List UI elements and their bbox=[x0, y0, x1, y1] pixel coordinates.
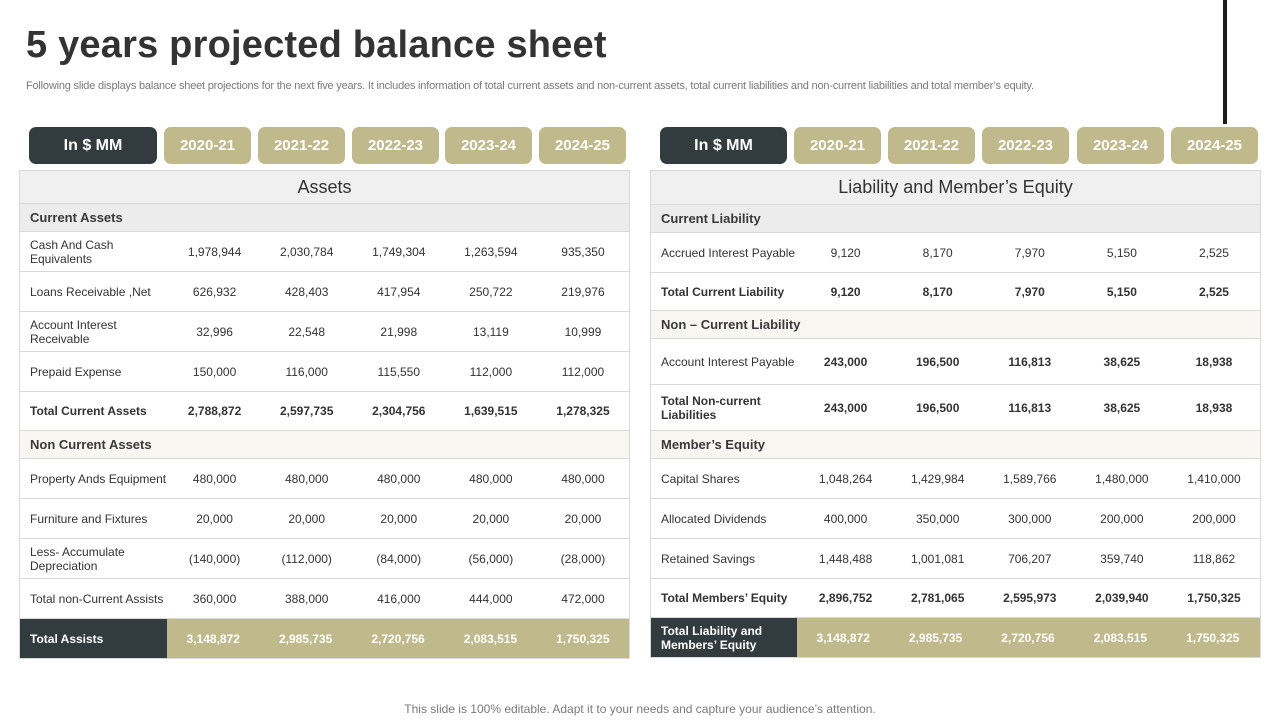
year-pill: 2024-25 bbox=[1171, 127, 1258, 164]
row-label: Prepaid Expense bbox=[30, 364, 122, 379]
table-row bbox=[651, 339, 1260, 385]
cell-value: 300,000 bbox=[1008, 511, 1052, 526]
subtotal-row bbox=[651, 579, 1260, 618]
table-row bbox=[20, 459, 629, 499]
total-values bbox=[167, 619, 629, 658]
table-row bbox=[651, 233, 1260, 273]
footer-note: This slide is 100% editable. Adapt it to your needs and capture your audience’s attention. bbox=[404, 702, 876, 716]
cell-value: 116,813 bbox=[1008, 400, 1052, 415]
cell-value: 416,000 bbox=[377, 591, 421, 606]
table-row bbox=[20, 312, 629, 352]
cell-value: 1,448,488 bbox=[818, 551, 873, 566]
table-row bbox=[651, 499, 1260, 539]
grand-total-row bbox=[20, 619, 629, 658]
cell-value: 2,525 bbox=[1198, 245, 1229, 260]
cell-value: 480,000 bbox=[561, 471, 605, 486]
cell-value: (112,000) bbox=[281, 551, 332, 566]
total-values bbox=[797, 618, 1260, 657]
cell-value: 1,750,325 bbox=[1187, 591, 1241, 605]
cell-value: 3,148,872 bbox=[816, 630, 870, 645]
row-label: Accrued Interest Payable bbox=[661, 245, 796, 260]
cell-value: 480,000 bbox=[284, 471, 329, 486]
cell-value: (140,000) bbox=[188, 551, 241, 566]
cell-value: 243,000 bbox=[823, 354, 868, 369]
cell-value: 1,278,325 bbox=[556, 404, 610, 418]
cell-value: 32,996 bbox=[196, 324, 233, 339]
row-label: Total Members’ Equity bbox=[661, 591, 788, 605]
cell-value: 480,000 bbox=[469, 471, 513, 486]
cell-value: 626,932 bbox=[192, 284, 237, 299]
liabilities-panel bbox=[650, 127, 1261, 652]
year-pill: 2020-21 bbox=[164, 127, 251, 164]
cell-value: 2,595,973 bbox=[1003, 591, 1057, 605]
cell-value: 7,970 bbox=[1014, 245, 1045, 260]
cell-value: 1,749,304 bbox=[372, 244, 426, 259]
liabilities-section-title: Liability and Member’s Equity bbox=[651, 171, 1260, 205]
row-label: Property Ands Equipment bbox=[30, 471, 167, 486]
cell-value: 935,350 bbox=[561, 244, 605, 259]
row-label: Capital Shares bbox=[661, 471, 740, 486]
accent-bar bbox=[1223, 0, 1227, 124]
cell-value: 1,978,944 bbox=[187, 244, 242, 259]
liabilities-table bbox=[650, 170, 1261, 658]
cell-value: 20,000 bbox=[380, 511, 418, 526]
year-pill: 2024-25 bbox=[539, 127, 626, 164]
cell-value: 2,985,735 bbox=[908, 630, 963, 645]
cell-value: 2,720,756 bbox=[371, 631, 425, 646]
cell-value: 1,410,000 bbox=[1187, 471, 1241, 486]
cell-value: 115,550 bbox=[377, 364, 421, 379]
year-pill: 2022-23 bbox=[352, 127, 439, 164]
cell-value: 1,750,325 bbox=[1186, 630, 1240, 645]
cell-value: (28,000) bbox=[560, 551, 606, 566]
members-equity-heading: Member’s Equity bbox=[651, 431, 1260, 459]
non-current-liability-heading: Non – Current Liability bbox=[651, 311, 1260, 339]
row-label: Furniture and Fixtures bbox=[30, 511, 148, 526]
cell-value: 480,000 bbox=[192, 471, 237, 486]
row-label: Account Interest Receivable bbox=[30, 317, 117, 346]
table-row bbox=[20, 499, 629, 539]
row-label: Total Assists bbox=[20, 619, 167, 658]
table-row bbox=[20, 352, 629, 392]
cell-value: 196,500 bbox=[915, 400, 960, 415]
cell-value: 2,788,872 bbox=[187, 404, 242, 418]
cell-value: 1,480,000 bbox=[1095, 471, 1149, 486]
row-label: Cash And Cash Equivalents bbox=[30, 237, 114, 266]
row-label: Total Current Assets bbox=[30, 404, 147, 418]
cell-value: 18,938 bbox=[1195, 354, 1233, 369]
subtotal-row bbox=[20, 392, 629, 431]
cell-value: 2,781,065 bbox=[910, 591, 965, 605]
cell-value: 428,403 bbox=[284, 284, 329, 299]
unit-label-pill: In $ MM bbox=[660, 127, 787, 164]
current-liability-heading: Current Liability bbox=[651, 205, 1260, 233]
cell-value: 18,938 bbox=[1195, 400, 1233, 415]
cell-value: 2,304,756 bbox=[372, 404, 426, 418]
cell-value: 9,120 bbox=[830, 245, 861, 260]
cell-value: 1,429,984 bbox=[910, 471, 965, 486]
row-label: Total non-Current Assists bbox=[30, 591, 164, 606]
row-label: Retained Savings bbox=[661, 551, 756, 566]
cell-value: 250,722 bbox=[469, 284, 513, 299]
year-pill: 2023-24 bbox=[445, 127, 532, 164]
subtotal-row bbox=[651, 273, 1260, 311]
cell-value: 116,813 bbox=[1008, 354, 1052, 369]
cell-value: 417,954 bbox=[377, 284, 421, 299]
cell-value: 7,970 bbox=[1014, 284, 1045, 299]
year-pill: 2020-21 bbox=[794, 127, 881, 164]
cell-value: 2,896,752 bbox=[818, 591, 873, 605]
table-row bbox=[20, 579, 629, 619]
cell-value: 118,862 bbox=[1192, 551, 1236, 566]
cell-value: 9,120 bbox=[830, 284, 861, 299]
subtotal-row bbox=[651, 385, 1260, 431]
cell-value: 116,000 bbox=[285, 364, 328, 379]
year-pill: 2023-24 bbox=[1077, 127, 1164, 164]
cell-value: 480,000 bbox=[377, 471, 421, 486]
cell-value: 5,150 bbox=[1106, 245, 1137, 260]
cell-value: 360,000 bbox=[192, 591, 237, 606]
cell-value: 706,207 bbox=[1008, 551, 1052, 566]
assets-panel bbox=[19, 127, 630, 646]
unit-label-pill: In $ MM bbox=[29, 127, 157, 164]
cell-value: (84,000) bbox=[376, 551, 422, 566]
grand-total-row bbox=[651, 618, 1260, 657]
cell-value: 20,000 bbox=[472, 511, 510, 526]
cell-value: 400,000 bbox=[823, 511, 868, 526]
cell-value: 2,083,515 bbox=[1093, 630, 1148, 645]
cell-value: 38,625 bbox=[1103, 354, 1141, 369]
cell-value: 200,000 bbox=[1192, 511, 1236, 526]
cell-value: 359,740 bbox=[1100, 551, 1144, 566]
cell-value: 2,525 bbox=[1198, 284, 1229, 299]
cell-value: 1,001,081 bbox=[910, 551, 965, 566]
cell-value: 1,263,594 bbox=[464, 244, 518, 259]
assets-year-header bbox=[19, 127, 630, 165]
table-row bbox=[651, 459, 1260, 499]
row-label: Total Non-current Liabilities bbox=[661, 393, 761, 422]
row-label: Account Interest Payable bbox=[661, 354, 795, 369]
table-row bbox=[20, 539, 629, 579]
year-pill: 2021-22 bbox=[258, 127, 345, 164]
cell-value: 350,000 bbox=[915, 511, 960, 526]
row-label: Allocated Dividends bbox=[661, 511, 767, 526]
row-label: Less- Accumulate Depreciation bbox=[30, 544, 125, 573]
cell-value: 150,000 bbox=[192, 364, 237, 379]
non-current-assets-heading: Non Current Assets bbox=[20, 431, 629, 459]
assets-table bbox=[19, 170, 630, 659]
cell-value: 472,000 bbox=[561, 591, 605, 606]
cell-value: 20,000 bbox=[288, 511, 326, 526]
current-assets-heading: Current Assets bbox=[20, 204, 629, 232]
table-row bbox=[20, 232, 629, 272]
cell-value: 22,548 bbox=[288, 324, 326, 339]
cell-value: 2,720,756 bbox=[1001, 630, 1055, 645]
cell-value: 8,170 bbox=[922, 284, 953, 299]
cell-value: 20,000 bbox=[564, 511, 602, 526]
cell-value: 388,000 bbox=[284, 591, 329, 606]
cell-value: 10,999 bbox=[564, 324, 602, 339]
year-pill: 2022-23 bbox=[982, 127, 1069, 164]
year-pill: 2021-22 bbox=[888, 127, 975, 164]
row-label: Total Current Liability bbox=[661, 284, 785, 299]
cell-value: (56,000) bbox=[468, 551, 514, 566]
cell-value: 21,998 bbox=[380, 324, 418, 339]
cell-value: 1,750,325 bbox=[556, 631, 610, 646]
assets-section-title: Assets bbox=[20, 171, 629, 204]
cell-value: 1,639,515 bbox=[464, 404, 518, 418]
cell-value: 2,985,735 bbox=[278, 631, 333, 646]
cell-value: 219,976 bbox=[561, 284, 605, 299]
cell-value: 1,048,264 bbox=[818, 471, 873, 486]
cell-value: 200,000 bbox=[1100, 511, 1144, 526]
cell-value: 2,039,940 bbox=[1095, 591, 1149, 605]
cell-value: 38,625 bbox=[1103, 400, 1141, 415]
cell-value: 196,500 bbox=[915, 354, 960, 369]
cell-value: 2,597,735 bbox=[279, 404, 334, 418]
page-subtitle: Following slide displays balance sheet projections for the next five years. It includes information of total current assets and non-current assets, total current liabilities and non-current liabilities and total member’s equity. bbox=[26, 80, 1034, 92]
cell-value: 3,148,872 bbox=[186, 631, 240, 646]
row-label: Total Liability and Members’ Equity bbox=[651, 618, 797, 657]
liabilities-year-header bbox=[650, 127, 1261, 165]
row-label: Loans Receivable ,Net bbox=[30, 284, 151, 299]
cell-value: 1,589,766 bbox=[1003, 471, 1057, 486]
cell-value: 112,000 bbox=[469, 364, 513, 379]
cell-value: 444,000 bbox=[469, 591, 513, 606]
cell-value: 2,030,784 bbox=[279, 244, 334, 259]
cell-value: 13,119 bbox=[472, 324, 509, 339]
cell-value: 20,000 bbox=[196, 511, 233, 526]
cell-value: 5,150 bbox=[1106, 284, 1137, 299]
cell-value: 8,170 bbox=[922, 245, 953, 260]
cell-value: 2,083,515 bbox=[463, 631, 518, 646]
cell-value: 112,000 bbox=[561, 364, 605, 379]
table-row bbox=[651, 539, 1260, 579]
page-title: 5 years projected balance sheet bbox=[26, 24, 607, 66]
cell-value: 243,000 bbox=[823, 400, 868, 415]
table-row bbox=[20, 272, 629, 312]
